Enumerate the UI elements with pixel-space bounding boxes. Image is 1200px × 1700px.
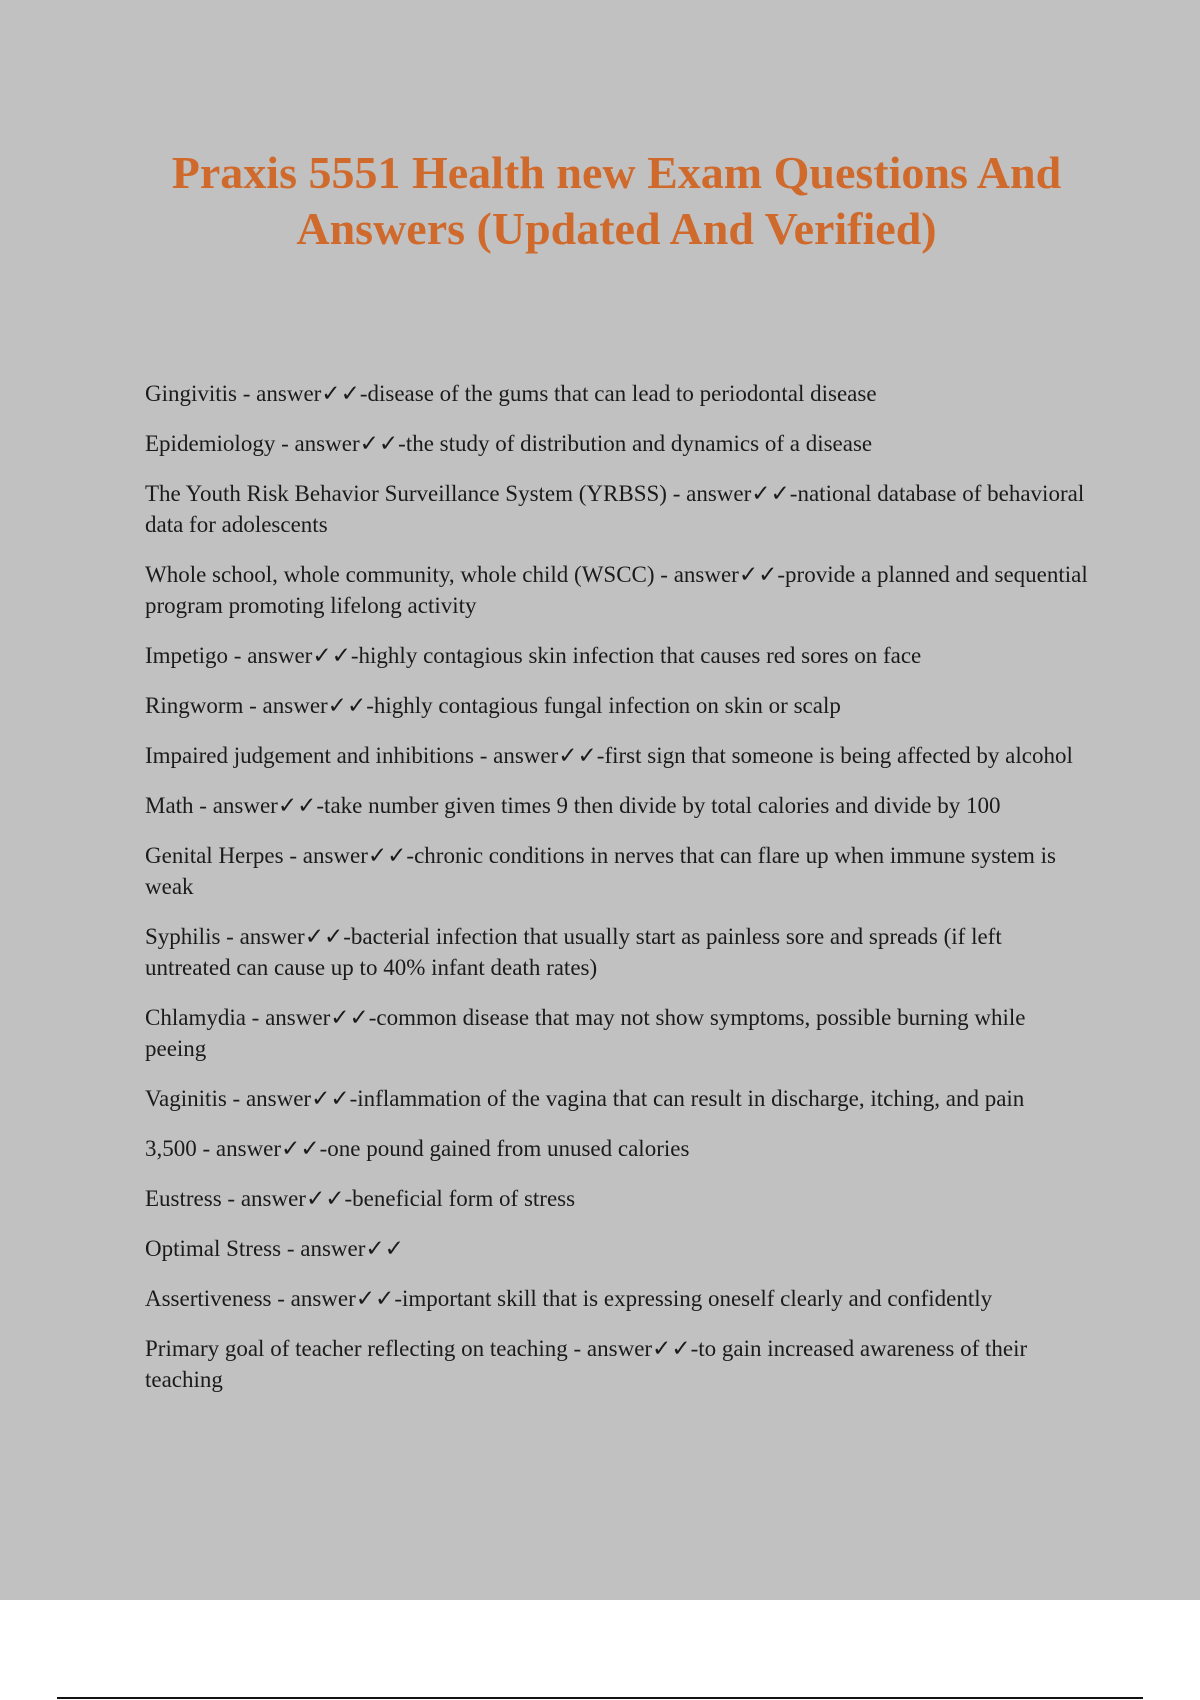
qa-item-wscc: Whole school, whole community, whole child (WSCC) - answer✓✓-provide a planned and sequential program promoting lifelong activity [145,562,1088,618]
qa-item-gingivitis: Gingivitis - answer✓✓-disease of the gums that can lead to periodontal disease [145,381,877,406]
qa-item-eustress: Eustress - answer✓✓-beneficial form of stress [145,1186,576,1211]
qa-item-impetigo: Impetigo - answer✓✓-highly contagious skin infection that causes red sores on face [145,643,922,668]
qa-item-epidemiology: Epidemiology - answer✓✓-the study of distribution and dynamics of a disease [145,431,873,456]
qa-item-vaginitis: Vaginitis - answer✓✓-inflammation of the vagina that can result in discharge, itching, and pain [145,1086,1025,1111]
page-divider [57,1697,1143,1699]
qa-item-impaired-judgement: Impaired judgement and inhibitions - answer✓✓-first sign that someone is being affected by alcohol [145,743,1073,768]
qa-item-3500: 3,500 - answer✓✓-one pound gained from unused calories [145,1136,690,1161]
qa-item-chlamydia: Chlamydia - answer✓✓-common disease that may not show symptoms, possible burning while peeing [145,1005,1026,1061]
qa-item-syphilis: Syphilis - answer✓✓-bacterial infection that usually start as painless sore and spreads (if left untreated can cause up to 40% infant death rates) [145,924,1002,980]
qa-item-optimal-stress: Optimal Stress - answer✓✓ [145,1236,404,1261]
qa-item-assertiveness: Assertiveness - answer✓✓-important skill that is expressing oneself clearly and confidently [145,1286,993,1311]
qa-item-teacher-reflecting: Primary goal of teacher reflecting on teaching - answer✓✓-to gain increased awareness of their teaching [145,1336,1028,1392]
qa-item-math: Math - answer✓✓-take number given times 9 then divide by total calories and divide by 100 [145,793,1001,818]
qa-item-ringworm: Ringworm - answer✓✓-highly contagious fungal infection on skin or scalp [145,693,841,718]
document-title: Praxis 5551 Health new Exam Questions And Answers (Updated And Verified) [171,147,1062,254]
qa-list [145,378,1090,1414]
qa-item-yrbss: The Youth Risk Behavior Surveillance System (YRBSS) - answer✓✓-national database of behavioral data for adolescents [145,481,1085,537]
qa-item-genital-herpes: Genital Herpes - answer✓✓-chronic conditions in nerves that can flare up when immune system is weak [145,843,1057,899]
